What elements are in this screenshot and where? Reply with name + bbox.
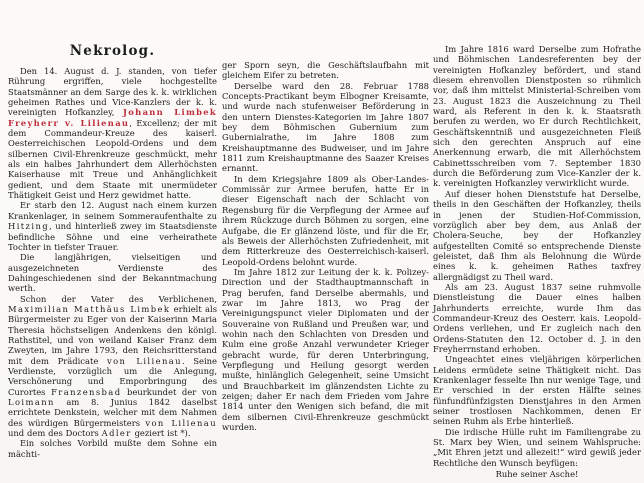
obituary-paragraph: Schon der Vater des Verblichenen, Maximilian Matthäus Limbek erhielt als Bürgermeister zu Eger von der Kaiserinn Maria Theresia höchstseligen Andenkens den königl. Rathstitel, und von weiland Kaiser Franz dem Zweyten, im Jahre 1793, den Reichsritterstand mit dem Prädicate von Lilienau. Seine Verdienste, vorzüglich um die Anlegung, Verschönerung und Emporbringung des Curortes Franzensbad beurkundet der von Loimann am 8. Junius 1842 daselbst errichtete Denkstein, welcher mit dem Nahmen des würdigen Bürgermeisters von Lilienau und dem des Doctors Adler geziert ist *). — [8, 293, 217, 439]
obituary-title: Nekrolog. — [69, 43, 156, 59]
obituary-paragraph: Er starb den 12. August nach einem kurzen Krankenlager, in seinem Sommeraufenthalte zu Hitzing, und hinterließ zwey im Staatsdienste befindliche Söhne und eine verheirathete Tochter in tiefster Trauer. — [8, 200, 217, 252]
obituary-paragraph: Als am 23. August 1837 seine ruhmvolle Dienstleistung die Dauer eines halben Jahrhunderts erreichte, wurde Ihm das Commandeur-Kreuz des Oesterr. kais. Leopold-Ordens verliehen, und Er zugleich nach den Ordens-Statuten den 12. October d. J. in den Freyherrnstand erhoben. — [433, 281, 641, 354]
obituary-column-right — [433, 44, 641, 479]
obituary-paragraph: Im Jahre 1812 zur Leitung der k. k. Polizey-Direction und der Stadthauptmannschaft in Prag berufen, fand Derselbe abermahls, und zwar im Jahre 1813, wo Prag der Vereinigungspunct vieler Diplomaten und der Souveraine von Rußland und Preußen war, und wohin nach den Schlachten von Dresden und Kulm eine große Anzahl verwundeter Krieger gebracht wurde, für deren Unterbringung, Verpflegung und Heilung gesorgt werden mußte, hinlänglich Gelegenheit, seine Umsicht und Brauchbarkeit im glänzendsten Lichte zu zeigen; daher Er nach dem Frieden vom Jahre 1814 unter den Wenigen sich befand, die mit dem silbernen Civil-Ehrenkreuze geschmückt wurden. — [222, 266, 429, 433]
obituary-paragraph: In dem Kriegsjahre 1809 als Ober-Landes-Commissär zur Armee berufen, hatte Er in dieser Eigenschaft nach der Schlacht von Regensburg für die Verpflegung der Armee auf ihrem Rückzuge durch Böhmen zu sorgen, eine Aufgabe, die Er glänzend löste, und für die Er, als Beweis der Allerhöchsten Zufriedenheit, mit dem Ritterkreuze des Oesterreichisch-kaiserl. Leopold-Ordens belohnt wurde. — [222, 173, 429, 267]
deceased-name-highlight: Johann Limbek Freyherr v. Lilienau — [8, 107, 217, 128]
obituary-paragraph: ger Sporn seyn, die Geschäftslaufbahn mit gleichem Eifer zu betreten. — [222, 60, 429, 81]
obituary-paragraph: Den 14. August d. J. standen, von tiefer Rührung ergriffen, viele hochgestellte Staatsmänner an dem Sarge des k. k. wirklichen geheimen Rathes und Vice-Kanzlers der k. k. vereinigten Hofkanzley, Johann Limbek Freyherr v. Lilienau, Excellenz; der mit dem Commandeur-Kreuze des kaiserl. Oesterreichischen Leopold-Ordens und dem silbernen Civil-Ehrenkreuze geschmückt, mehr als ein halbes Jahrhundert dem Allerhöchsten Kaiserhause mit Treue und Anhänglichkeit gedient, und dem Staate mit unermüdeter Thätigkeit Geist und Herz gewidmet hatte. — [8, 66, 218, 201]
letterspaced-name: Adler — [101, 428, 132, 439]
letterspaced-name: Loimann — [8, 397, 55, 407]
obituary-column-middle — [222, 60, 429, 432]
obituary-paragraph: Auf dieser hohen Dienststufe hat Derselbe, theils in den Geschäften der Hofkanzley, theils in jenen der Studien-Hof-Commission, vorzüglich aber bey dem, aus Anlaß der Cholera-Seuche, bey der Hofkanzley aufgestellten Comité so entsprechende Dienste geleistet, daß Ihm als Belohnung die Würde eines k. k. geheimen Rathes taxfrey allergnädigst zu Theil ward. — [433, 188, 641, 282]
letterspaced-name: von Lilienau — [145, 417, 217, 428]
obituary-paragraph: Die langjährigen, vielseitigen und ausgezeichneten Verdienste des Dahingeschiedenen sind der Bekanntmachung werth. — [8, 252, 217, 294]
obituary-column-left — [8, 44, 217, 459]
letterspaced-name: Hitzing — [8, 221, 49, 232]
letterspaced-name: von Lilienau — [106, 355, 182, 366]
obituary-paragraph: Im Jahre 1816 ward Derselbe zum Hofrathe und Böhmischen Landesreferenten bey der vereinigten Hofkanzley befördert, und stand diesem ehrenvollen Dienstposten so rühmlich vor, daß ihm mittelst Ministerial-Schreiben vom 23. August 1823 die Auszeichnung zu Theil ward, als Referent in den k. k. Staatsrath berufen zu werden, wo Er durch Rechtlichkeit, Geschäftskenntniß und ausgezeichneten Fleiß sich den gerechten Anspruch auf eine Anerkennung erwarb, die mit Allerhöchstem Cabinettsschreiben vom 7. September 1830 durch die Beförderung zum Vice-Kanzler der k. k. vereinigten Hofkanzley verwirklicht wurde. — [433, 44, 641, 189]
letterspaced-name: Maximilian Matthäus Limbek — [8, 303, 171, 314]
obituary-paragraph: Ungeachtet eines vieljährigen körperlichen Leidens ermüdete seine Thätigkeit nicht. Das Krankenlager fesselte Ihn nur wenige Tage, und Er verschied in der ersten Hälfte seines fünfundfünfzigsten Dienstjahres in den Armen seiner trostlosen Nachkommen, denen Er seinen Ruhm als Erbe hinterließ. — [433, 354, 641, 427]
obituary-paragraph: Die irdische Hülle ruht im Familiengrabe zu St. Marx bey Wien, und seinem Wahlspruche: „Mit Ehren jetzt und allezeit!“ wird gewiß jeder Rechtliche den Wunsch beyfügen: — [433, 426, 641, 468]
closing-line: Ruhe seiner Asche! — [495, 469, 579, 480]
letterspaced-name: Franzensbad — [51, 386, 122, 397]
obituary-paragraph: Ein solches Vorbild mußte dem Sohne ein mächti- — [8, 438, 217, 459]
obituary-paragraph: Derselbe ward den 28. Februar 1788 Concepts-Practikant beym Elbogner Kreisamte, und wurde nach stufenweiser Beförderung in den untern Dienstes-Kategorien im Jahre 1807 bey dem Böhmischen Gubernium zum Gubernialrathe, im Jahre 1808 zum Kreishauptmanne des Budweiser, und im Jahre 1811 zum Kreishauptmanne des Saazer Kreises ernannt. — [222, 80, 429, 174]
